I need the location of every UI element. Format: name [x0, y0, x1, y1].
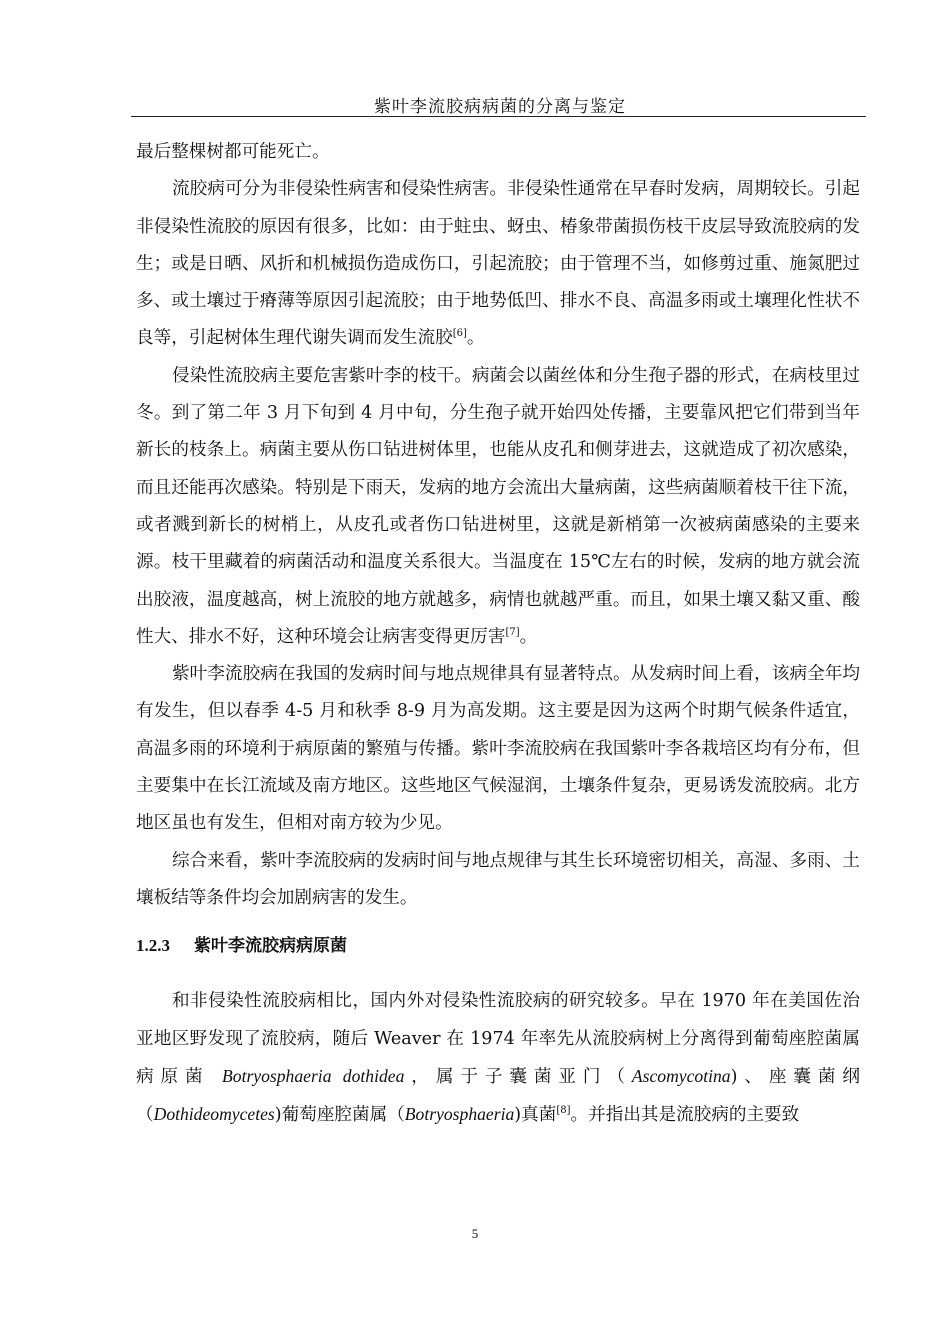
paragraph-text: 。并指出其是流胶病的主要致: [570, 1105, 800, 1126]
paragraph-occurrence: 紫叶李流胶病在我国的发病时间与地点规律具有显著特点。从发病时间上看，该病全年均有发生，但以春季 4-5 月和秋季 8-9 月为高发期。这主要是因为这两个时期气候条件适宜，高温多雨的环境利于病原菌的繁殖与传播。紫叶李流胶病在我国紫叶李各栽培区均有分布，但主要集中在长江流域及南方地区。这些地区气候湿润，土壤条件复杂，更易诱发流胶病。北方地区虽也有发生，但相对南方较为少见。: [136, 664, 860, 834]
citation-ref: [8]: [556, 1105, 571, 1117]
section-number: 1.2.3: [136, 936, 170, 956]
paragraph-text: )、座囊菌纲（: [136, 1066, 860, 1126]
paragraph-end: 。: [466, 328, 485, 349]
page-number: 5: [471, 1226, 479, 1241]
paragraph-text: 和非侵染性流胶病相比，国内外对侵染性流胶病的研究较多。早在 1970 年在美国佐治亚地区野发现了流胶病，随后 Weaver 在 1974 年率先从流胶病树上分离得到葡萄座腔菌属病原菌: [136, 991, 860, 1087]
citation-ref: [6]: [452, 328, 467, 340]
citation-ref: [7]: [505, 627, 520, 638]
genus-name: Botryosphaeria: [404, 1104, 515, 1125]
paragraph-text: )葡萄座腔菌属（: [274, 1105, 405, 1126]
paragraph-infectious: [136, 358, 860, 656]
paragraph-pathogen: [136, 983, 860, 1134]
paragraph-text: 侵染性流胶病主要危害紫叶李的枝干。病菌会以菌丝体和分生孢子器的形式，在病枝里过冬。到了第二年 3 月下旬到 4 月中旬，分生孢子就开始四处传播，主要靠风把它们带到当年新长的枝条上。病菌主要从伤口钻进树体里，也能从皮孔和侧芽进去，这就造成了初次感染，而且还能再次感染。特别是下雨天，发病的地方会流出大量病菌，这些病菌顺着枝干往下流，或者溅到新长的树梢上，从皮孔或者伤口钻进树里，这就是新梢第一次被病菌感染的主要来源。枝干里藏着的病菌活动和温度关系很大。当温度在 15℃左右的时候，发病的地方就会流出胶液，温度越高，树上流胶的地方就越多，病情也就越严重。而且，如果土壤又黏又重、酸性大、排水不好，这种环境会让病害变得更厉害: [136, 365, 860, 647]
taxon-name: Ascomycotina: [631, 1065, 731, 1086]
species-name: Botryosphaeria dothidea: [222, 1065, 405, 1086]
paragraph-continuation: 最后整棵树都可能死亡。: [136, 142, 330, 162]
paragraph-text: ，属于子囊菌亚门（: [404, 1066, 632, 1087]
paragraph-text: )真菌: [514, 1105, 557, 1126]
paragraph-end: 。: [519, 626, 538, 647]
section-title: 紫叶李流胶病病原菌: [194, 936, 347, 957]
body-text: [136, 134, 860, 1134]
section-heading: [136, 931, 860, 961]
paragraph-text: 流胶病可分为非侵染性病害和侵染性病害。非侵染性通常在早春时发病，周期较长。引起非侵染性流胶的原因有很多，比如：由于蛀虫、蚜虫、椿象带菌损伤枝干皮层导致流胶病的发生；或是日晒、风折和机械损伤造成伤口，引起流胶；由于管理不当，如修剪过重、施氮肥过多、或土壤过于瘠薄等原因引起流胶；由于地势低凹、排水不良、高温多雨或土壤理化性状不良等，引起树体生理代谢失调而发生流胶: [136, 179, 860, 349]
running-header: 紫叶李流胶病病菌的分离与鉴定: [374, 97, 626, 117]
paragraph-summary: 综合来看，紫叶李流胶病的发病时间与地点规律与其生长环境密切相关，高湿、多雨、土壤板结等条件均会加剧病害的发生。: [136, 850, 860, 908]
taxon-name: Dothideomycetes: [153, 1104, 275, 1125]
header-rule: [131, 116, 866, 117]
paragraph-noninfectious: [136, 171, 860, 357]
